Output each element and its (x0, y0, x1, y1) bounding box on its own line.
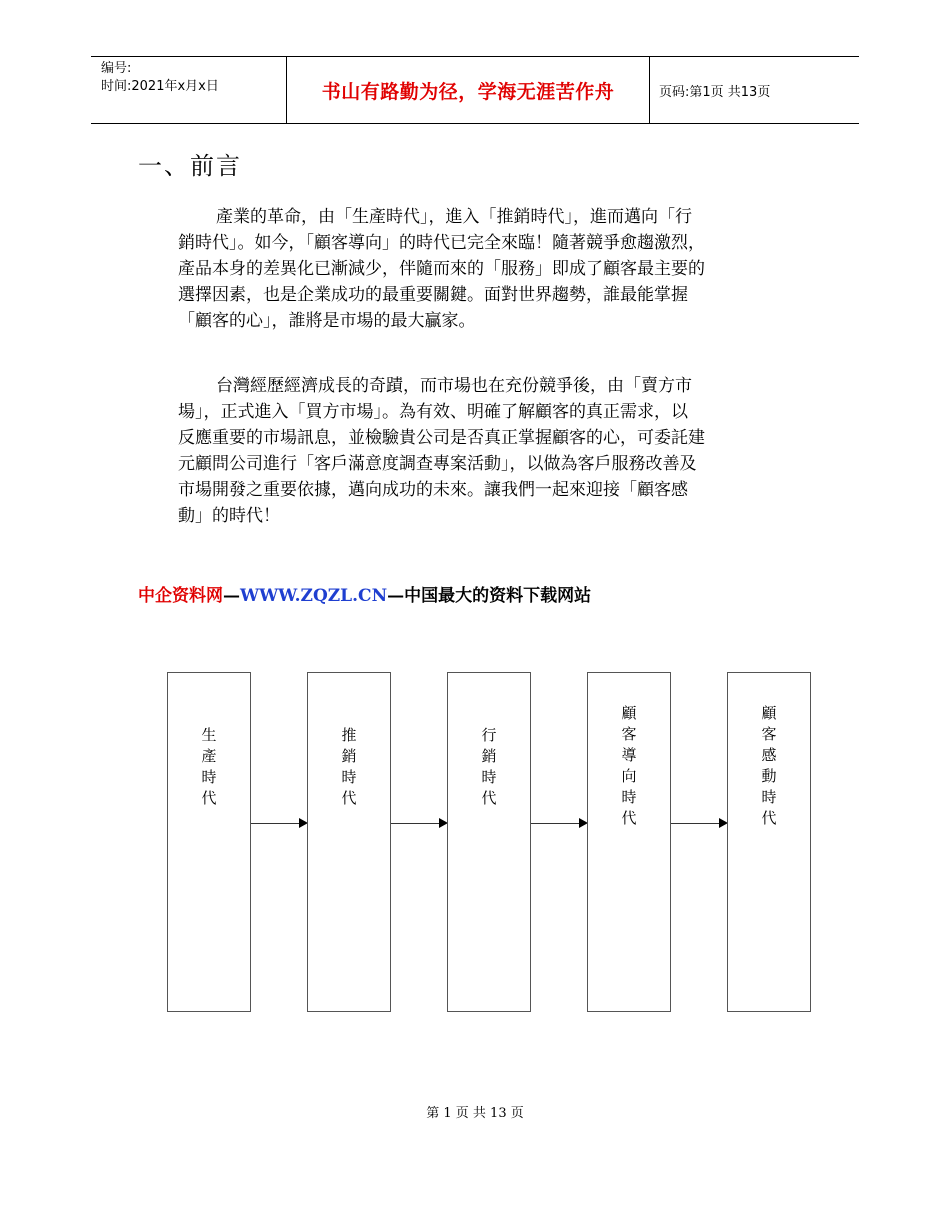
paragraph-line: 動」的時代！ (178, 506, 280, 526)
stage-char: 客 (621, 725, 637, 743)
stage-char: 客 (761, 725, 777, 743)
stage-char: 銷 (341, 747, 357, 765)
paragraph-2 (178, 373, 828, 529)
paragraph-line: 選擇因素，也是企業成功的最重要關鍵。面對世界趨勢，誰最能掌握 (178, 285, 688, 305)
page-footer: 第 1 页 共 13 页 (426, 1106, 524, 1121)
stage-char: 動 (761, 767, 777, 785)
flow-arrow (671, 823, 726, 824)
stage-char: 感 (761, 746, 777, 764)
flow-arrow (251, 823, 306, 824)
promo-site-name: 中企资料网 (138, 586, 223, 606)
stage-char: 顧 (621, 704, 637, 722)
paragraph-line: 台灣經歷經濟成長的奇蹟，而市場也在充份競爭後，由「賣方市 (216, 376, 692, 396)
paragraph-line: 反應重要的市場訊息，並檢驗貴公司是否真正掌握顧客的心，可委託建 (178, 428, 705, 448)
stage-char: 顧 (761, 704, 777, 722)
promo-tagline: 中国最大的资料下载网站 (404, 586, 592, 606)
stage-char: 行 (481, 726, 497, 744)
stage-box-customer-oriented (587, 672, 671, 1012)
stage-char: 代 (621, 809, 637, 827)
stage-char: 導 (621, 746, 637, 764)
promo-separator: — (387, 586, 405, 606)
paragraph-line: 場」，正式進入「買方市場」。為有效、明確了解顧客的真正需求，以 (178, 402, 688, 422)
promo-url[interactable]: WWW.ZQZL.CN (240, 586, 388, 606)
flow-arrow (391, 823, 446, 824)
stage-char: 代 (201, 789, 217, 807)
page-header (91, 56, 859, 124)
stage-box-marketing (447, 672, 531, 1012)
header-motto: 书山有路勤为径，学海无涯苦作舟 (321, 81, 615, 103)
header-meta (101, 60, 219, 96)
stage-box-customer-delight (727, 672, 811, 1012)
stage-char: 時 (481, 768, 497, 786)
stage-char: 時 (201, 768, 217, 786)
stage-char: 代 (481, 789, 497, 807)
stage-char: 時 (761, 788, 777, 806)
paragraph-line: 「顧客的心」，誰將是市場的最大贏家。 (178, 311, 476, 331)
stage-char: 銷 (481, 747, 497, 765)
stage-char: 推 (341, 726, 357, 744)
stage-box-sales (307, 672, 391, 1012)
stage-char: 產 (201, 747, 217, 765)
flow-arrow (531, 823, 586, 824)
section-title: 一、前言 (138, 152, 242, 180)
code-label: 编号: (101, 61, 132, 76)
promo-banner (138, 581, 591, 606)
stage-char: 代 (341, 789, 357, 807)
paragraph-1 (178, 204, 828, 334)
header-divider (649, 57, 650, 123)
stage-char: 時 (341, 768, 357, 786)
paragraph-line: 元顧問公司進行「客戶滿意度調查專案活動」，以做為客戶服務改善及 (178, 454, 697, 474)
stage-box-production (167, 672, 251, 1012)
paragraph-line: 產品本身的差異化已漸減少，伴隨而來的「服務」即成了顧客最主要的 (178, 259, 705, 279)
stage-char: 代 (761, 809, 777, 827)
stage-char: 時 (621, 788, 637, 806)
paragraph-line: 市場開發之重要依據，邁向成功的未來。讓我們一起來迎接「顧客感 (178, 480, 688, 500)
paragraph-line: 產業的革命，由「生產時代」，進入「推銷時代」，進而邁向「行 (216, 207, 692, 227)
promo-separator: — (223, 586, 240, 606)
paragraph-line: 銷時代」。如今，「顧客導向」的時代已完全來臨！隨著競爭愈趨激烈， (178, 233, 705, 253)
stage-char: 向 (621, 767, 637, 785)
stage-char: 生 (201, 726, 217, 744)
header-page-info: 页码:第1页 共13页 (659, 85, 771, 100)
time-label: 时间:2021年x月x日 (101, 79, 219, 94)
